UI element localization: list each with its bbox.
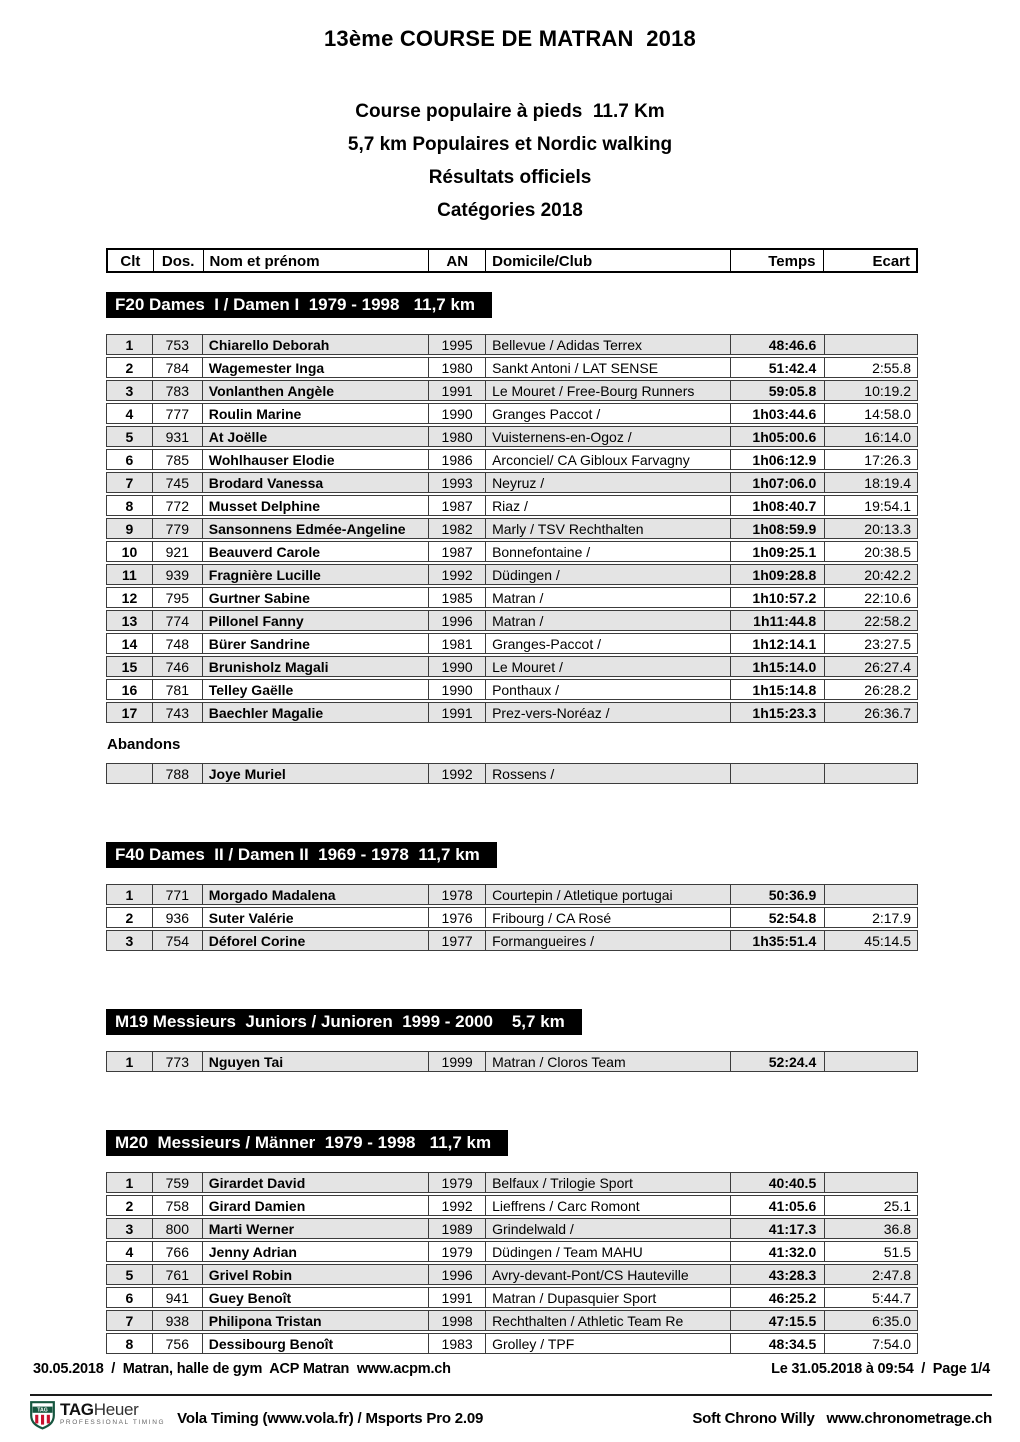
cell-club: Lieffrens / Carc Romont	[485, 1196, 730, 1215]
cell-dos: 748	[152, 634, 202, 653]
cell-name: Suter Valérie	[202, 908, 428, 927]
cell-clt: 10	[121, 544, 138, 560]
table-row	[106, 334, 918, 355]
category-heading: F20 Dames I / Damen I 1979 - 1998 11,7 km	[106, 292, 492, 318]
cell-clt: 3	[125, 1221, 134, 1237]
cell-club: Bellevue / Adidas Terrex	[485, 335, 730, 354]
heuer-text: Heuer	[93, 1400, 139, 1419]
cell-club: Arconciel/ CA Gibloux Farvagny	[485, 450, 730, 469]
vola-timing-credit: Vola Timing (www.vola.fr) / Msports Pro 2.09	[177, 1409, 484, 1427]
cell-temps: 1h09:25.1	[730, 542, 824, 561]
cell-club: Riaz /	[485, 496, 730, 515]
cell-name: Pillonel Fanny	[202, 611, 428, 630]
cell-dos: 743	[152, 703, 202, 722]
cell-name: Roulin Marine	[202, 404, 428, 423]
cell-dos: 745	[152, 473, 202, 492]
cell-clt: 9	[125, 521, 134, 537]
cell-name: Brunisholz Magali	[202, 657, 428, 676]
cell-ecart: 22:58.2	[824, 611, 917, 630]
cell-name: Déforel Corine	[202, 931, 428, 950]
table-row	[106, 1264, 918, 1285]
cell-club: Grindelwald /	[485, 1219, 730, 1238]
cell-an: 1977	[428, 931, 485, 950]
cell-an: 1978	[428, 885, 485, 904]
cell-ecart: 20:13.3	[824, 519, 917, 538]
cell-clt: 4	[125, 1244, 134, 1260]
category-heading: F40 Dames II / Damen II 1969 - 1978 11,7 km	[106, 842, 497, 868]
cell-club: Rossens /	[485, 764, 730, 783]
cell-temps: 51:42.4	[730, 358, 824, 377]
table-row	[106, 403, 918, 424]
cell-dos: 788	[152, 764, 202, 783]
cell-dos: 774	[152, 611, 202, 630]
cell-clt: 1	[125, 1175, 134, 1191]
cell-dos: 773	[152, 1052, 202, 1071]
table-row	[106, 564, 918, 585]
table-row	[106, 763, 918, 784]
table-row	[106, 1195, 918, 1216]
cell-an: 1991	[428, 703, 485, 722]
cell-name: Nguyen Tai	[202, 1052, 428, 1071]
subtitle-official: Résultats officiels	[428, 167, 592, 188]
cell-name: Chiarello Deborah	[202, 335, 428, 354]
cell-club: Vuisternens-en-Ogoz /	[485, 427, 730, 446]
cell-an: 1998	[428, 1311, 485, 1330]
cell-name: Musset Delphine	[202, 496, 428, 515]
subtitle-distance: Course populaire à pieds 11.7 Km	[355, 101, 665, 122]
cell-name: Marti Werner	[202, 1219, 428, 1238]
cell-temps: 48:34.5	[730, 1334, 824, 1353]
cell-name: Philipona Tristan	[202, 1311, 428, 1330]
table-row	[106, 656, 918, 677]
cell-dos: 783	[152, 381, 202, 400]
cell-an: 1979	[428, 1173, 485, 1192]
cell-clt: 4	[125, 406, 134, 422]
cell-temps: 59:05.8	[730, 381, 824, 400]
table-row	[106, 1310, 918, 1331]
cell-club: Bonnefontaine /	[485, 542, 730, 561]
cell-clt	[107, 764, 152, 783]
cell-ecart: 20:42.2	[824, 565, 917, 584]
cell-ecart: 20:38.5	[824, 542, 917, 561]
cell-ecart: 10:19.2	[824, 381, 917, 400]
cell-temps: 43:28.3	[730, 1265, 824, 1284]
sections	[106, 292, 918, 1354]
cell-an: 1986	[428, 450, 485, 469]
cell-dos: 936	[152, 908, 202, 927]
cell-ecart: 6:35.0	[824, 1311, 917, 1330]
cell-an: 1985	[428, 588, 485, 607]
cell-club: Le Mouret /	[485, 657, 730, 676]
table-header-row	[106, 248, 918, 273]
cell-temps: 1h06:12.9	[730, 450, 824, 469]
tag-text: TAG	[60, 1400, 94, 1419]
cell-dos: 781	[152, 680, 202, 699]
tagheuer-shield-icon	[30, 1401, 55, 1435]
table-row	[106, 679, 918, 700]
cell-temps: 41:32.0	[730, 1242, 824, 1261]
cell-temps: 40:40.5	[730, 1173, 824, 1192]
cell-name: Grivel Robin	[202, 1265, 428, 1284]
table-row	[106, 702, 918, 723]
cell-temps: 1h12:14.1	[730, 634, 824, 653]
cell-temps: 1h15:23.3	[730, 703, 824, 722]
cell-dos: 754	[152, 931, 202, 950]
cell-club: Ponthaux /	[485, 680, 730, 699]
cell-clt: 1	[125, 1054, 134, 1070]
cell-club: Fribourg / CA Rosé	[485, 908, 730, 927]
cell-dos: 941	[152, 1288, 202, 1307]
cell-clt: 5	[125, 1267, 134, 1283]
cell-clt: 1	[125, 337, 134, 353]
cell-name: Dessibourg Benoît	[202, 1334, 428, 1353]
table-row	[106, 357, 918, 378]
table-row	[106, 884, 918, 905]
cell-temps: 48:46.6	[730, 335, 824, 354]
cell-clt: 7	[125, 1313, 134, 1329]
cell-dos: 777	[152, 404, 202, 423]
footer-event-info: 30.05.2018 / Matran, halle de gym ACP Matran www.acpm.ch	[33, 1361, 451, 1377]
cell-temps	[730, 764, 824, 783]
cell-dos: 800	[152, 1219, 202, 1238]
cell-clt: 3	[125, 383, 134, 399]
cell-temps: 1h15:14.8	[730, 680, 824, 699]
cell-an: 1987	[428, 542, 485, 561]
cell-temps: 1h10:57.2	[730, 588, 824, 607]
cell-dos: 771	[152, 885, 202, 904]
cell-an: 1991	[428, 381, 485, 400]
cell-clt: 6	[125, 1290, 134, 1306]
cell-dos: 931	[152, 427, 202, 446]
cell-temps: 41:05.6	[730, 1196, 824, 1215]
cell-ecart: 19:54.1	[824, 496, 917, 515]
category-section	[106, 1130, 918, 1354]
cell-dos: 939	[152, 565, 202, 584]
cell-ecart: 36.8	[824, 1219, 917, 1238]
table-row	[106, 610, 918, 631]
cell-temps: 1h11:44.8	[730, 611, 824, 630]
cell-club: Belfaux / Trilogie Sport	[485, 1173, 730, 1192]
cell-temps: 41:17.3	[730, 1219, 824, 1238]
cell-dos: 779	[152, 519, 202, 538]
table-row	[106, 1218, 918, 1239]
cell-club: Courtepin / Atletique portugai	[485, 885, 730, 904]
table-row	[106, 930, 918, 951]
tagheuer-tagline: PROFESSIONAL TIMING	[60, 1419, 166, 1426]
cell-name: Morgado Madalena	[202, 885, 428, 904]
abandons-heading: Abandons	[107, 736, 181, 753]
cell-temps: 1h35:51.4	[730, 931, 824, 950]
cell-clt: 1	[125, 887, 134, 903]
cell-clt: 13	[121, 613, 138, 629]
cell-an: 1983	[428, 1334, 485, 1353]
cell-temps: 1h15:14.0	[730, 657, 824, 676]
table-row	[106, 541, 918, 562]
cell-an: 1981	[428, 634, 485, 653]
cell-ecart: 2:17.9	[824, 908, 917, 927]
cell-clt: 2	[125, 1198, 134, 1214]
cell-dos: 795	[152, 588, 202, 607]
cell-dos: 772	[152, 496, 202, 515]
cell-ecart: 25.1	[824, 1196, 917, 1215]
table-row	[106, 495, 918, 516]
cell-ecart: 16:14.0	[824, 427, 917, 446]
cell-name: Baechler Magalie	[202, 703, 428, 722]
result-rows	[106, 1172, 918, 1354]
cell-club: Düdingen / Team MAHU	[485, 1242, 730, 1261]
cell-club: Le Mouret / Free-Bourg Runners	[485, 381, 730, 400]
result-rows	[106, 1051, 918, 1072]
cell-an: 1992	[428, 1196, 485, 1215]
cell-dos: 758	[152, 1196, 202, 1215]
cell-clt: 11	[122, 567, 137, 583]
subtitle-block	[0, 95, 1020, 227]
cell-clt: 8	[125, 1336, 134, 1352]
column-header-ecart: Ecart	[823, 250, 916, 271]
cell-an: 1987	[428, 496, 485, 515]
cell-an: 1990	[428, 657, 485, 676]
cell-dos: 784	[152, 358, 202, 377]
cell-temps: 1h05:00.6	[730, 427, 824, 446]
cell-dos: 759	[152, 1173, 202, 1192]
cell-clt: 7	[125, 475, 134, 491]
cell-name: Vonlanthen Angèle	[202, 381, 428, 400]
tagheuer-logo	[30, 1401, 165, 1435]
column-header-temps: Temps	[730, 250, 824, 271]
cell-dos: 753	[152, 335, 202, 354]
cell-an: 1990	[428, 680, 485, 699]
cell-temps: 1h09:28.8	[730, 565, 824, 584]
cell-club: Avry-devant-Pont/CS Hauteville	[485, 1265, 730, 1284]
chronometrage-credit: Soft Chrono Willy www.chronometrage.ch	[692, 1409, 992, 1427]
cell-ecart: 22:10.6	[824, 588, 917, 607]
subtitle-popular: 5,7 km Populaires et Nordic walking	[347, 134, 673, 155]
cell-ecart: 2:55.8	[824, 358, 917, 377]
cell-dos: 761	[152, 1265, 202, 1284]
cell-dos: 746	[152, 657, 202, 676]
subtitle-categories: Catégories 2018	[437, 200, 583, 221]
cell-clt: 8	[125, 498, 134, 514]
cell-club: Neyruz /	[485, 473, 730, 492]
category-section	[106, 292, 918, 723]
category-heading: M20 Messieurs / Männer 1979 - 1998 11,7 km	[106, 1130, 508, 1156]
cell-club: Formangueires /	[485, 931, 730, 950]
table-row	[106, 1051, 918, 1072]
column-header-dos: Dos.	[153, 250, 203, 271]
cell-an: 1979	[428, 1242, 485, 1261]
cell-club: Sankt Antoni / LAT SENSE	[485, 358, 730, 377]
cell-ecart: 5:44.7	[824, 1288, 917, 1307]
cell-an: 1980	[428, 358, 485, 377]
cell-clt: 6	[125, 452, 134, 468]
cell-temps: 1h08:59.9	[730, 519, 824, 538]
cell-name: Wohlhauser Elodie	[202, 450, 428, 469]
cell-an: 1996	[428, 1265, 485, 1284]
cell-name: Joye Muriel	[202, 764, 428, 783]
category-heading: M19 Messieurs Juniors / Junioren 1999 - 2000 5,7 km	[106, 1009, 582, 1035]
cell-clt: 16	[121, 682, 138, 698]
cell-club: Granges-Paccot /	[485, 634, 730, 653]
cell-club: Matran / Dupasquier Sport	[485, 1288, 730, 1307]
cell-ecart: 18:19.4	[824, 473, 917, 492]
cell-ecart: 14:58.0	[824, 404, 917, 423]
cell-temps: 52:54.8	[730, 908, 824, 927]
cell-temps: 52:24.4	[730, 1052, 824, 1071]
cell-temps: 46:25.2	[730, 1288, 824, 1307]
table-row	[106, 1241, 918, 1262]
table-row	[106, 633, 918, 654]
cell-name: Girardet David	[202, 1173, 428, 1192]
cell-ecart: 51.5	[824, 1242, 917, 1261]
cell-name: Girard Damien	[202, 1196, 428, 1215]
timing-credits-bar	[30, 1394, 992, 1435]
cell-temps: 1h07:06.0	[730, 473, 824, 492]
cell-an: 1989	[428, 1219, 485, 1238]
tagheuer-name	[60, 1401, 165, 1418]
cell-club: Grolley / TPF	[485, 1334, 730, 1353]
table-row	[106, 449, 918, 470]
cell-name: Guey Benoît	[202, 1288, 428, 1307]
cell-an: 1993	[428, 473, 485, 492]
table-row	[106, 426, 918, 447]
cell-clt: 3	[125, 933, 134, 949]
cell-club: Matran /	[485, 588, 730, 607]
cell-an: 1990	[428, 404, 485, 423]
cell-dos: 938	[152, 1311, 202, 1330]
cell-ecart: 26:36.7	[824, 703, 917, 722]
table-row	[106, 518, 918, 539]
result-rows	[106, 334, 918, 723]
cell-an: 1980	[428, 427, 485, 446]
result-rows	[106, 763, 918, 784]
cell-an: 1996	[428, 611, 485, 630]
cell-ecart	[824, 1173, 917, 1192]
category-section	[106, 842, 918, 951]
cell-name: Telley Gaëlle	[202, 680, 428, 699]
cell-clt: 2	[125, 910, 134, 926]
cell-dos: 766	[152, 1242, 202, 1261]
cell-clt: 5	[125, 429, 134, 445]
table-row	[106, 907, 918, 928]
table-row	[106, 380, 918, 401]
cell-ecart: 26:28.2	[824, 680, 917, 699]
table-row	[106, 1287, 918, 1308]
column-header-name: Nom et prénom	[203, 250, 429, 271]
cell-club: Matran / Cloros Team	[485, 1052, 730, 1071]
cell-ecart	[824, 335, 917, 354]
cell-ecart	[824, 764, 917, 783]
cell-an: 1976	[428, 908, 485, 927]
cell-an: 1992	[428, 565, 485, 584]
table-row	[106, 587, 918, 608]
cell-name: Jenny Adrian	[202, 1242, 428, 1261]
table-row	[106, 1172, 918, 1193]
cell-club: Granges Paccot /	[485, 404, 730, 423]
cell-ecart: 26:27.4	[824, 657, 917, 676]
cell-clt: 12	[121, 590, 138, 606]
svg-text:TAG: TAG	[37, 1407, 48, 1414]
column-header-clt: Clt	[120, 253, 141, 270]
cell-temps: 50:36.9	[730, 885, 824, 904]
cell-temps: 47:15.5	[730, 1311, 824, 1330]
tagheuer-wordmark	[60, 1401, 165, 1426]
column-header-an: AN	[428, 250, 485, 271]
results-content	[106, 248, 918, 1354]
cell-name: Brodard Vanessa	[202, 473, 428, 492]
table-row	[106, 1333, 918, 1354]
cell-club: Marly / TSV Rechthalten	[485, 519, 730, 538]
cell-an: 1991	[428, 1288, 485, 1307]
cell-dos: 756	[152, 1334, 202, 1353]
abandons-section	[106, 736, 918, 784]
cell-an: 1999	[428, 1052, 485, 1071]
cell-name: At Joëlle	[202, 427, 428, 446]
column-header-club: Domicile/Club	[485, 250, 730, 271]
cell-clt: 17	[121, 705, 138, 721]
cell-an: 1982	[428, 519, 485, 538]
cell-ecart: 45:14.5	[824, 931, 917, 950]
cell-name: Fragnière Lucille	[202, 565, 428, 584]
cell-ecart	[824, 885, 917, 904]
cell-ecart	[824, 1052, 917, 1071]
cell-temps: 1h08:40.7	[730, 496, 824, 515]
cell-name: Wagemester Inga	[202, 358, 428, 377]
page-title: 13ème COURSE DE MATRAN 2018	[324, 26, 696, 51]
cell-club: Rechthalten / Athletic Team Re	[485, 1311, 730, 1330]
cell-name: Gurtner Sabine	[202, 588, 428, 607]
cell-club: Matran /	[485, 611, 730, 630]
cell-ecart: 2:47.8	[824, 1265, 917, 1284]
cell-ecart: 7:54.0	[824, 1334, 917, 1353]
cell-club: Düdingen /	[485, 565, 730, 584]
cell-name: Sansonnens Edmée-Angeline	[202, 519, 428, 538]
category-section	[106, 1009, 918, 1072]
cell-clt: 15	[121, 659, 138, 675]
cell-an: 1995	[428, 335, 485, 354]
footer-print-info: Le 31.05.2018 à 09:54 / Page 1/4	[771, 1361, 990, 1377]
table-row	[106, 472, 918, 493]
cell-ecart: 23:27.5	[824, 634, 917, 653]
cell-club: Prez-vers-Noréaz /	[485, 703, 730, 722]
cell-temps: 1h03:44.6	[730, 404, 824, 423]
result-rows	[106, 884, 918, 951]
cell-dos: 921	[152, 542, 202, 561]
page-footer	[33, 1361, 990, 1377]
cell-name: Beauverd Carole	[202, 542, 428, 561]
cell-dos: 785	[152, 450, 202, 469]
cell-name: Bürer Sandrine	[202, 634, 428, 653]
cell-an: 1992	[428, 764, 485, 783]
cell-clt: 14	[121, 636, 138, 652]
cell-ecart: 17:26.3	[824, 450, 917, 469]
cell-clt: 2	[125, 360, 134, 376]
